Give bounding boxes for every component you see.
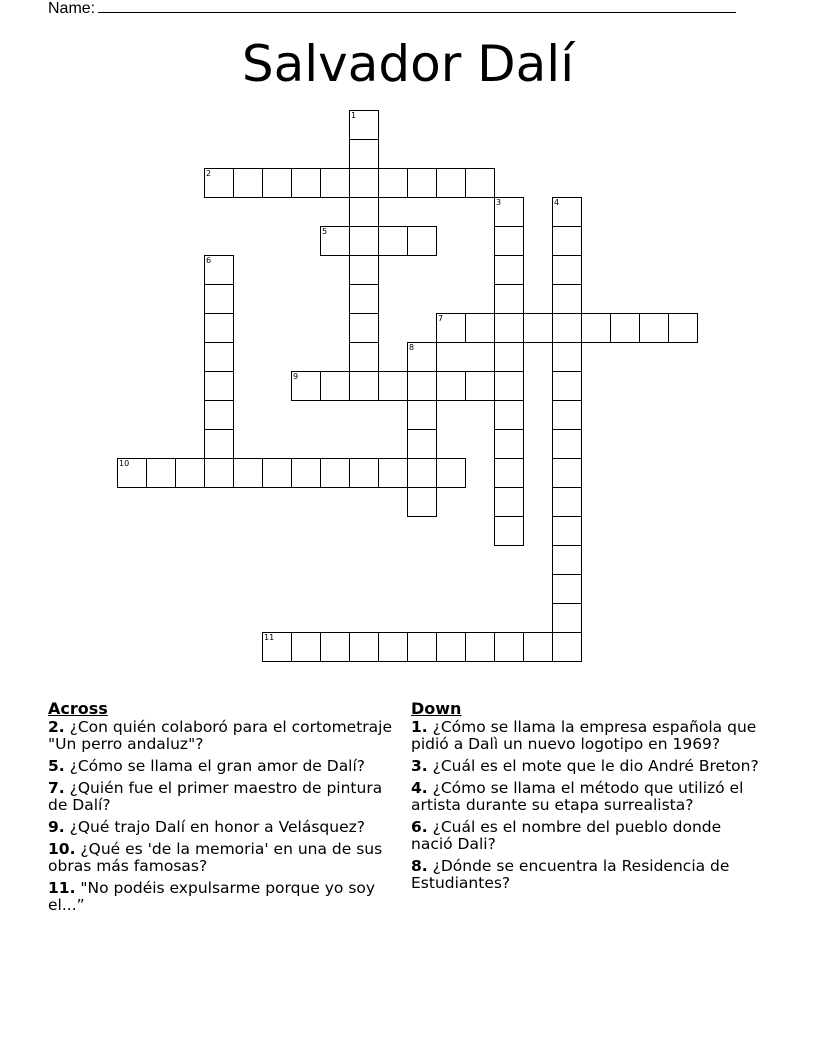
grid-cell[interactable] [552,429,582,459]
grid-cell[interactable] [552,458,582,488]
grid-cell[interactable] [349,110,379,140]
grid-cell[interactable] [552,603,582,633]
grid-cell[interactable] [436,458,466,488]
grid-cell[interactable] [204,284,234,314]
grid-cell[interactable] [668,313,698,343]
clue-text: ¿Cómo se llama el gran amor de Dalí? [69,757,366,775]
grid-cell[interactable] [494,313,524,343]
clue-number: 10. [48,840,76,858]
grid-cell[interactable] [494,342,524,372]
grid-cell[interactable] [204,313,234,343]
clue-number: 11. [48,879,76,897]
across-clue-11 [48,880,398,914]
grid-cell[interactable] [552,516,582,546]
cell-number: 8 [409,343,415,352]
clue-text: ¿Qué trajo Dalí en honor a Velásquez? [69,818,365,836]
grid-cell[interactable] [552,371,582,401]
clue-text: ¿Qué es 'de la memoria' en una de sus obras más famosas? [48,840,383,875]
grid-cell[interactable] [349,284,379,314]
grid-cell[interactable] [349,313,379,343]
grid-cell[interactable] [494,458,524,488]
grid-cell[interactable] [117,458,147,488]
across-clue-9 [48,819,398,836]
grid-cell[interactable] [204,342,234,372]
grid-cell[interactable] [320,458,350,488]
clue-text: ¿Cómo se llama el método que utilizó el artista durante su etapa surrealista? [411,779,744,814]
grid-cell[interactable] [465,168,495,198]
grid-cell[interactable] [204,168,234,198]
name-label: Name: [48,0,96,17]
grid-cell[interactable] [204,371,234,401]
cell-number: 7 [438,314,444,323]
grid-cell[interactable] [378,632,408,662]
grid-cell[interactable] [291,168,321,198]
grid-cell[interactable] [204,255,234,285]
grid-cell[interactable] [233,458,263,488]
grid-cell[interactable] [291,458,321,488]
grid-cell[interactable] [494,632,524,662]
grid-cell[interactable] [407,342,437,372]
grid-cell[interactable] [407,487,437,517]
cell-number: 3 [496,198,502,207]
cell-number: 2 [206,169,212,178]
grid-cell[interactable] [291,371,321,401]
clue-text: ¿Cómo se llama la empresa española que pidió a Dalì un nuevo logotipo en 1969? [411,718,757,753]
grid-cell[interactable] [378,226,408,256]
grid-cell[interactable] [407,371,437,401]
clue-number: 9. [48,818,65,836]
grid-cell[interactable] [494,371,524,401]
across-clue-2 [48,719,398,753]
grid-cell[interactable] [349,168,379,198]
clue-number: 7. [48,779,65,797]
clue-number: 5. [48,757,65,775]
clue-text: "No podéis expulsarme porque yo soy el...” [48,879,376,914]
grid-cell[interactable] [349,139,379,169]
cell-number: 10 [119,459,130,468]
clue-number: 6. [411,818,428,836]
grid-cell[interactable] [378,458,408,488]
grid-cell[interactable] [494,284,524,314]
grid-cell[interactable] [262,168,292,198]
grid-cell[interactable] [204,429,234,459]
grid-cell[interactable] [407,400,437,430]
grid-cell[interactable] [639,313,669,343]
clue-text: ¿Quién fue el primer maestro de pintura de Dalí? [48,779,383,814]
cell-number: 9 [293,372,299,381]
grid-cell[interactable] [494,226,524,256]
grid-cell[interactable] [494,255,524,285]
down-clue-1 [411,719,761,753]
grid-cell[interactable] [436,168,466,198]
grid-cell[interactable] [581,313,611,343]
grid-cell[interactable] [494,400,524,430]
grid-cell[interactable] [436,313,466,343]
grid-cell[interactable] [407,226,437,256]
grid-cell[interactable] [320,371,350,401]
cell-number: 6 [206,256,212,265]
grid-cell[interactable] [552,313,582,343]
grid-cell[interactable] [610,313,640,343]
grid-cell[interactable] [320,226,350,256]
grid-cell[interactable] [552,226,582,256]
clue-number: 4. [411,779,428,797]
grid-cell[interactable] [204,400,234,430]
down-clues [411,700,761,897]
grid-cell[interactable] [407,429,437,459]
down-clue-6 [411,819,761,853]
grid-cell[interactable] [436,632,466,662]
grid-cell[interactable] [552,400,582,430]
grid-cell[interactable] [349,342,379,372]
grid-cell[interactable] [552,632,582,662]
grid-cell[interactable] [523,313,553,343]
grid-cell[interactable] [378,371,408,401]
grid-cell[interactable] [320,632,350,662]
across-clue-7 [48,780,398,814]
name-blank[interactable] [98,0,736,13]
name-line [48,0,736,18]
clue-text: ¿Con quién colaboró para el cortometraje "Un perro andaluz"? [48,718,393,753]
grid-cell[interactable] [320,168,350,198]
page-title: Salvador Dalí [241,35,575,93]
grid-cell[interactable] [465,313,495,343]
across-heading: Across [48,699,108,718]
grid-cell[interactable] [552,255,582,285]
cell-number: 11 [264,633,275,642]
down-heading: Down [411,699,462,718]
grid-cell[interactable] [349,226,379,256]
grid-cell[interactable] [552,197,582,227]
clue-number: 1. [411,718,428,736]
down-clue-4 [411,780,761,814]
grid-cell[interactable] [436,371,466,401]
grid-cell[interactable] [349,632,379,662]
grid-cell[interactable] [552,545,582,575]
down-clue-8 [411,858,761,892]
cell-number: 1 [351,111,357,120]
grid-cell[interactable] [552,487,582,517]
grid-cell[interactable] [378,168,408,198]
grid-cell[interactable] [465,632,495,662]
across-clue-5 [48,758,398,775]
grid-cell[interactable] [552,342,582,372]
grid-cell[interactable] [349,371,379,401]
grid-cell[interactable] [552,284,582,314]
down-clue-3 [411,758,761,775]
grid-cell[interactable] [407,168,437,198]
across-clue-10 [48,841,398,875]
clue-number: 3. [411,757,428,775]
grid-cell[interactable] [233,168,263,198]
grid-cell[interactable] [465,371,495,401]
grid-cell[interactable] [349,255,379,285]
grid-cell[interactable] [262,632,292,662]
grid-cell[interactable] [494,516,524,546]
grid-cell[interactable] [262,458,292,488]
grid-cell[interactable] [291,632,321,662]
grid-cell[interactable] [349,458,379,488]
grid-cell[interactable] [552,574,582,604]
clue-text: ¿Cuál es el nombre del pueblo donde nació Dali? [411,818,722,853]
grid-cell[interactable] [494,429,524,459]
grid-cell[interactable] [407,632,437,662]
cell-number: 5 [322,227,328,236]
cell-number: 4 [554,198,560,207]
grid-cell[interactable] [146,458,176,488]
grid-cell[interactable] [523,632,553,662]
grid-cell[interactable] [204,458,234,488]
clue-number: 8. [411,857,428,875]
across-clues [48,700,398,919]
clue-text: ¿Cuál es el mote que le dio André Breton? [432,757,759,775]
clue-text: ¿Dónde se encuentra la Residencia de Estudiantes? [411,857,730,892]
grid-cell[interactable] [407,458,437,488]
grid-cell[interactable] [349,197,379,227]
grid-cell[interactable] [494,487,524,517]
clue-number: 2. [48,718,65,736]
grid-cell[interactable] [175,458,205,488]
grid-cell[interactable] [494,197,524,227]
